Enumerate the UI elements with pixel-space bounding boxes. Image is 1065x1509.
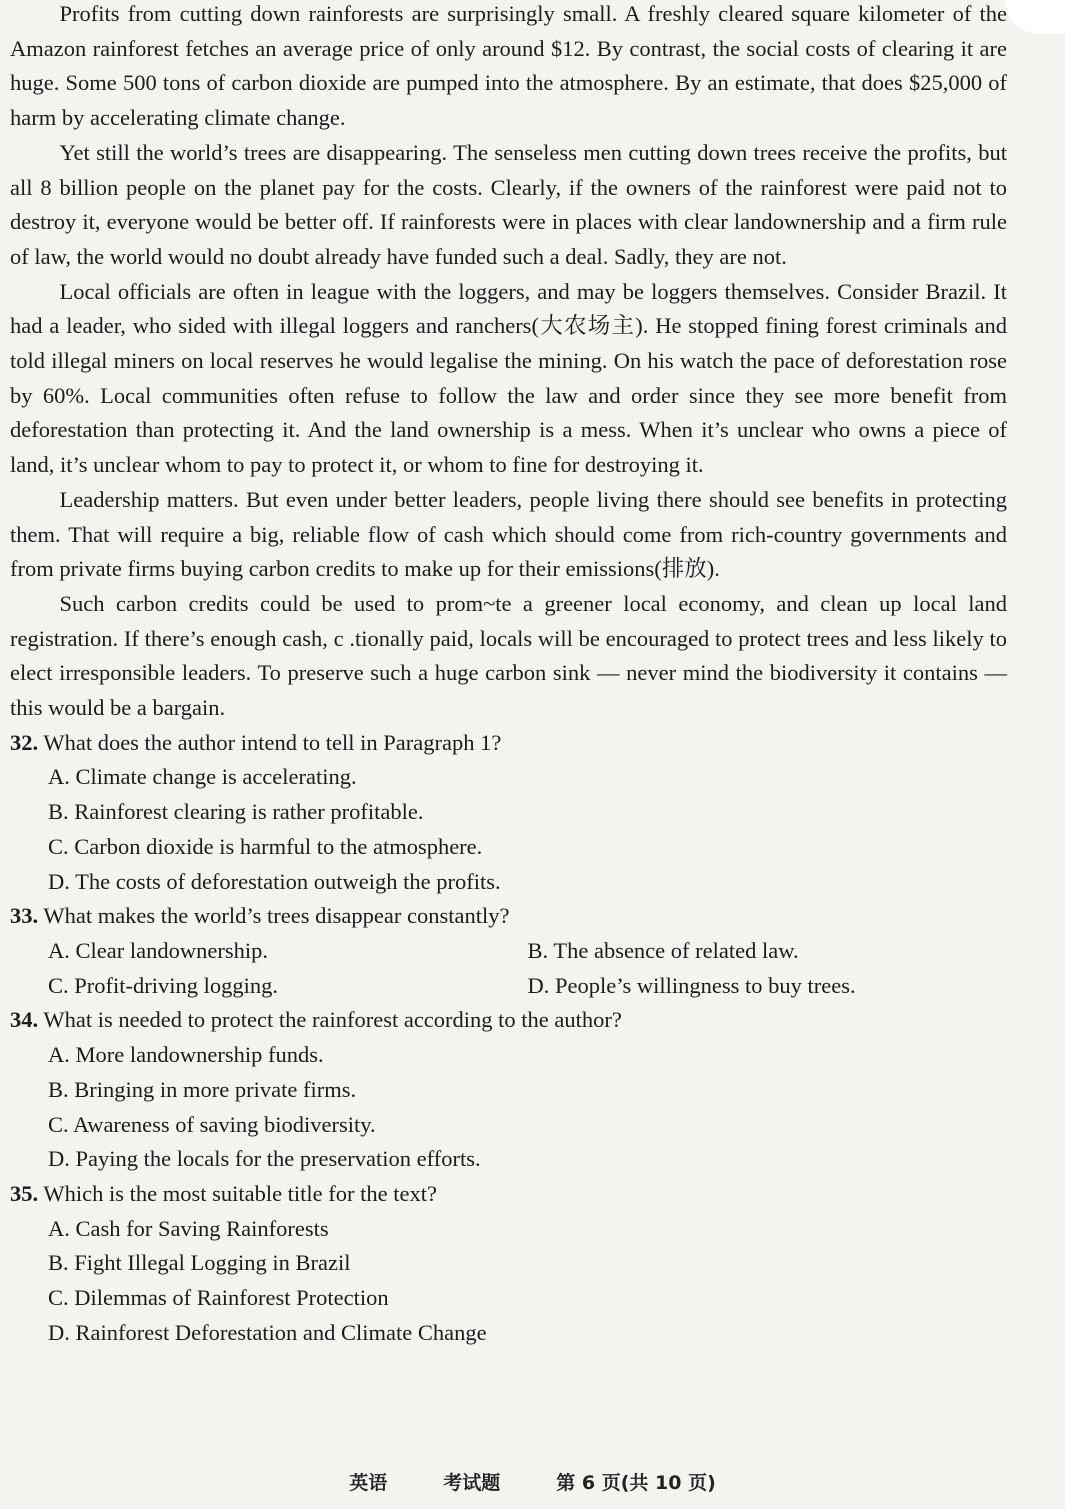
question-32 [10, 726, 1007, 900]
question-text: Which is the most suitable title for the text? [43, 1180, 437, 1206]
question-number: 34. [10, 1007, 39, 1033]
passage-paragraph-5: Such carbon credits could be used to prom~te a greener local economy, and clean up local land registration. If there’s enough cash, c .tionally paid, locals will be encouraged to protect trees and less likely to elect irresponsible leaders. To preserve such a huge carbon sink — never mind the biodiversity it contains — this would be a bargain. [10, 590, 1007, 721]
passage-paragraph-1: Profits from cutting down rainforests are surprisingly small. A freshly cleared square kilometer of the Amazon rainforest fetches an average price of only around $12. By contrast, the social costs of clearing it are huge. Some 500 tons of carbon dioxide are pumped into the atmosphere. By an estimate, that does $25,000 of harm by accelerating climate change. [10, 1, 1007, 131]
question-number: 32. [10, 729, 39, 755]
passage-paragraph-2: Yet still the world’s trees are disappearing. The senseless men cutting down trees receive the profits, but all 8 billion people on the planet pay for the costs. Clearly, if the owners of the rainforest were paid not to destroy it, everyone would be better off. If rainforests were in places with clear landownership and a firm rule of law, the world would no doubt already have funded such a deal. Sadly, they are not. [10, 139, 1007, 269]
option-c[interactable]: C. Dilemmas of Rainforest Protection [48, 1285, 389, 1311]
reading-passage [10, 0, 1007, 726]
passage-paragraph-4: Leadership matters. But even under better leaders, people living there should see benefits in protecting them. That will require a big, reliable flow of cash which should come from rich-country governments and from private firms buying carbon credits to make up for their emissions(排放). [10, 486, 1007, 582]
question-text: What is needed to protect the rainforest according to the author? [43, 1007, 622, 1033]
question-35 [10, 1177, 1007, 1351]
option-c[interactable]: C. Carbon dioxide is harmful to the atmosphere. [48, 833, 483, 859]
question-number: 33. [10, 903, 39, 929]
option-d[interactable]: D. The costs of deforestation outweigh the profits. [48, 868, 501, 894]
page-footer [0, 1468, 1065, 1495]
option-row [48, 969, 1007, 1004]
option-a[interactable]: A. Cash for Saving Rainforests [48, 1215, 329, 1241]
option-row [48, 934, 1007, 969]
question-text: What makes the world’s trees disappear constantly? [43, 903, 510, 929]
option-d[interactable]: D. People’s willingness to buy trees. [527, 972, 856, 998]
question-list [10, 726, 1007, 1351]
option-b[interactable]: B. Fight Illegal Logging in Brazil [48, 1250, 351, 1276]
question-34 [10, 1003, 1007, 1177]
option-b[interactable]: B. The absence of related law. [527, 937, 799, 963]
question-33 [10, 899, 1007, 1003]
option-b[interactable]: B. Bringing in more private firms. [48, 1076, 357, 1102]
option-a[interactable]: A. Climate change is accelerating. [48, 764, 357, 790]
footer-exam: 考试题 [443, 1472, 501, 1494]
option-d[interactable]: D. Paying the locals for the preservation efforts. [48, 1146, 481, 1172]
question-stem [10, 726, 1007, 761]
question-stem [10, 1003, 1007, 1038]
option-a[interactable]: A. Clear landownership. [48, 937, 268, 963]
footer-page-number: 第 6 页(共 10 页) [556, 1472, 716, 1494]
option-a[interactable]: A. More landownership funds. [48, 1042, 324, 1068]
page-corner [1005, 0, 1065, 34]
question-stem [10, 1177, 1007, 1212]
footer-subject: 英语 [349, 1472, 388, 1494]
option-c[interactable]: C. Profit-driving logging. [48, 972, 278, 998]
question-number: 35. [10, 1180, 39, 1206]
option-c[interactable]: C. Awareness of saving biodiversity. [48, 1111, 376, 1137]
question-stem [10, 899, 1007, 934]
passage-paragraph-3: Local officials are often in league with the loggers, and may be loggers themselves. Consider Brazil. It had a leader, who sided with illegal loggers and ranchers(大农场主). He stopped fining forest criminals and told illegal miners on local reserves he would legalise the mining. On his watch the pace of deforestation rose by 60%. Local communities often refuse to follow the law and order since they see more benefit from deforestation than protecting it. And the land ownership is a mess. When it’s unclear who owns a piece of land, it’s unclear whom to pay to protect it, or whom to fine for destroying it. [10, 278, 1007, 478]
question-text: What does the author intend to tell in Paragraph 1? [43, 729, 502, 755]
option-b[interactable]: B. Rainforest clearing is rather profitable. [48, 799, 424, 825]
option-d[interactable]: D. Rainforest Deforestation and Climate Change [48, 1319, 487, 1345]
